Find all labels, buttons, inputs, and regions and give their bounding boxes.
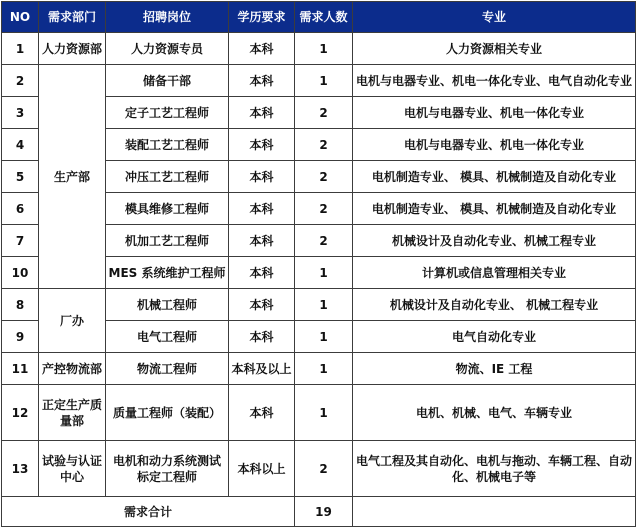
cell-education: 本科 <box>229 33 295 65</box>
header-position: 招聘岗位 <box>106 2 229 33</box>
table-row <box>2 353 636 385</box>
cell-major: 电气工程及其自动化、电机与拖动、车辆工程、自动化、机械电子等 <box>353 441 636 497</box>
cell-count: 1 <box>295 385 353 441</box>
cell-dept: 试验与认证中心 <box>39 441 106 497</box>
cell-education: 本科 <box>229 193 295 225</box>
cell-position: 模具维修工程师 <box>106 193 229 225</box>
cell-major: 机械设计及自动化专业、机械工程专业 <box>353 225 636 257</box>
total-major <box>353 497 636 527</box>
cell-major: 人力资源相关专业 <box>353 33 636 65</box>
cell-count: 1 <box>295 353 353 385</box>
total-row <box>2 497 636 527</box>
cell-position: 人力资源专员 <box>106 33 229 65</box>
cell-position: 物流工程师 <box>106 353 229 385</box>
table-row <box>2 65 636 97</box>
cell-position: 机械工程师 <box>106 289 229 321</box>
header-education: 学历要求 <box>229 2 295 33</box>
cell-major: 电机、机械、电气、车辆专业 <box>353 385 636 441</box>
cell-position: 冲压工艺工程师 <box>106 161 229 193</box>
header-count: 需求人数 <box>295 2 353 33</box>
cell-education: 本科 <box>229 321 295 353</box>
cell-education: 本科及以上 <box>229 353 295 385</box>
cell-position: 定子工艺工程师 <box>106 97 229 129</box>
cell-major: 计算机或信息管理相关专业 <box>353 257 636 289</box>
table-row <box>2 441 636 497</box>
cell-position: 储备干部 <box>106 65 229 97</box>
table-row <box>2 289 636 321</box>
cell-major: 电机与电器专业、机电一体化专业 <box>353 129 636 161</box>
cell-education: 本科 <box>229 225 295 257</box>
cell-count: 2 <box>295 97 353 129</box>
cell-major: 电机与电器专业、机电一体化专业、电气自动化专业 <box>353 65 636 97</box>
total-count: 19 <box>295 497 353 527</box>
cell-dept: 生产部 <box>39 65 106 289</box>
cell-major: 机械设计及自动化专业、 机械工程专业 <box>353 289 636 321</box>
cell-major: 电机制造专业、 模具、机械制造及自动化专业 <box>353 161 636 193</box>
cell-no: 5 <box>2 161 39 193</box>
cell-count: 1 <box>295 257 353 289</box>
cell-education: 本科 <box>229 65 295 97</box>
cell-position: 装配工艺工程师 <box>106 129 229 161</box>
cell-count: 2 <box>295 129 353 161</box>
table-row <box>2 33 636 65</box>
cell-education: 本科 <box>229 385 295 441</box>
cell-position: MES 系统维护工程师 <box>106 257 229 289</box>
cell-major: 电机与电器专业、机电一体化专业 <box>353 97 636 129</box>
cell-position: 电气工程师 <box>106 321 229 353</box>
cell-dept: 正定生产质量部 <box>39 385 106 441</box>
cell-education: 本科 <box>229 161 295 193</box>
cell-count: 1 <box>295 321 353 353</box>
cell-no: 3 <box>2 97 39 129</box>
cell-major: 电气自动化专业 <box>353 321 636 353</box>
cell-no: 9 <box>2 321 39 353</box>
cell-education: 本科以上 <box>229 441 295 497</box>
cell-education: 本科 <box>229 289 295 321</box>
cell-education: 本科 <box>229 257 295 289</box>
header-no: NO <box>2 2 39 33</box>
cell-count: 1 <box>295 33 353 65</box>
cell-no: 13 <box>2 441 39 497</box>
cell-no: 4 <box>2 129 39 161</box>
table-row <box>2 385 636 441</box>
cell-major: 电机制造专业、 模具、机械制造及自动化专业 <box>353 193 636 225</box>
cell-no: 7 <box>2 225 39 257</box>
cell-count: 2 <box>295 225 353 257</box>
cell-position: 质量工程师（装配） <box>106 385 229 441</box>
cell-position: 电机和动力系统测试标定工程师 <box>106 441 229 497</box>
cell-no: 1 <box>2 33 39 65</box>
header-dept: 需求部门 <box>39 2 106 33</box>
cell-count: 1 <box>295 289 353 321</box>
cell-count: 2 <box>295 161 353 193</box>
cell-no: 11 <box>2 353 39 385</box>
cell-dept: 产控物流部 <box>39 353 106 385</box>
cell-dept: 人力资源部 <box>39 33 106 65</box>
cell-position: 机加工艺工程师 <box>106 225 229 257</box>
cell-no: 2 <box>2 65 39 97</box>
total-label: 需求合计 <box>2 497 295 527</box>
cell-dept: 厂办 <box>39 289 106 353</box>
cell-major: 物流、IE 工程 <box>353 353 636 385</box>
header-row <box>2 2 636 33</box>
cell-no: 8 <box>2 289 39 321</box>
cell-no: 6 <box>2 193 39 225</box>
cell-no: 10 <box>2 257 39 289</box>
header-major: 专业 <box>353 2 636 33</box>
cell-count: 1 <box>295 65 353 97</box>
recruitment-table <box>1 1 636 527</box>
cell-education: 本科 <box>229 129 295 161</box>
cell-count: 2 <box>295 441 353 497</box>
cell-no: 12 <box>2 385 39 441</box>
cell-count: 2 <box>295 193 353 225</box>
cell-education: 本科 <box>229 97 295 129</box>
